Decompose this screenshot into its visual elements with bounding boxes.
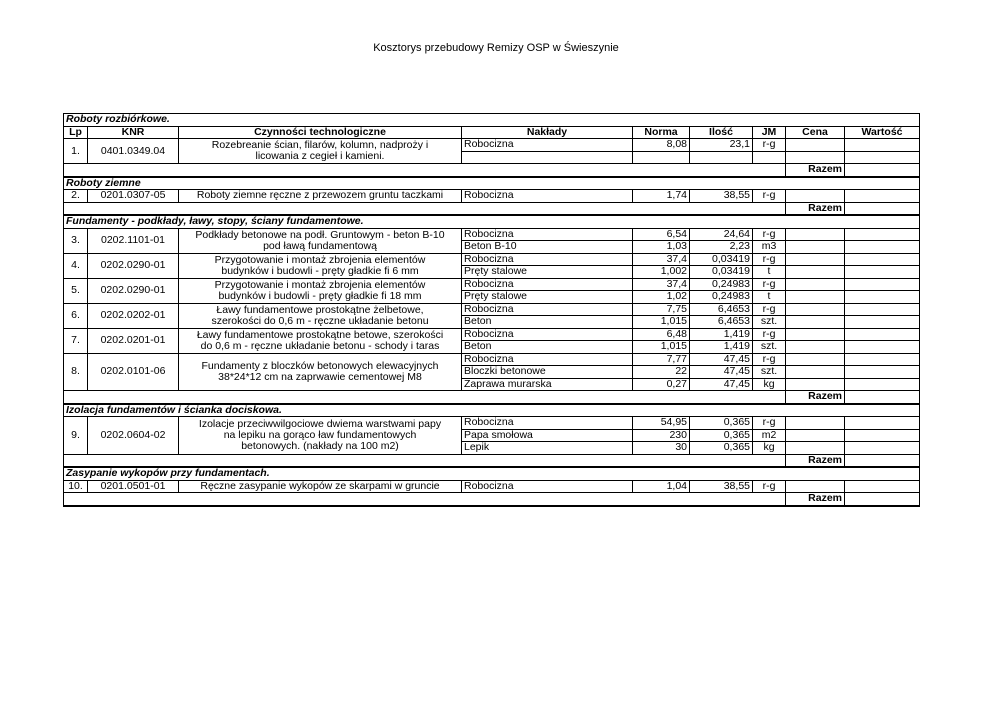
cena-cell — [786, 429, 845, 442]
item-lp: 7. — [64, 328, 88, 353]
header-jm: JM — [753, 126, 786, 139]
naklad-cell: Robocizna — [462, 353, 633, 366]
cena-cell — [786, 190, 845, 203]
section-title: Zasypanie wykopów przy fundamentach. — [64, 467, 920, 480]
description-line: 38*24*12 cm na zaprwawie cementowej M8 — [218, 370, 422, 383]
norma-cell: 37,4 — [633, 253, 690, 266]
jm-cell: szt. — [753, 366, 786, 379]
description-line: Przygotowanie i montaż zbrojenia elementów — [214, 278, 426, 291]
razem-row — [64, 391, 920, 404]
razem-value — [845, 202, 920, 215]
razem-spacer — [64, 202, 786, 215]
table-row — [64, 353, 920, 366]
wartosc-cell — [845, 341, 920, 354]
item-lp: 10. — [64, 480, 88, 493]
razem-value — [845, 391, 920, 404]
ilosc-cell: 24,64 — [690, 228, 753, 241]
section-title-row — [64, 215, 920, 228]
norma-cell: 8,08 — [633, 139, 690, 152]
item-lp: 6. — [64, 303, 88, 328]
section-title: Roboty rozbiórkowe. — [64, 114, 920, 127]
header-norma: Norma — [633, 126, 690, 139]
razem-row — [64, 454, 920, 467]
item-lp: 5. — [64, 278, 88, 303]
item-knr: 0202.0201-01 — [88, 328, 179, 353]
item-knr: 0201.0307-05 — [88, 190, 179, 203]
table-row — [64, 480, 920, 493]
ilosc-cell: 6,4653 — [690, 303, 753, 316]
norma-cell: 7,77 — [633, 353, 690, 366]
cena-cell — [786, 353, 845, 366]
ilosc-cell: 0,365 — [690, 429, 753, 442]
wartosc-cell — [845, 278, 920, 291]
cena-cell — [786, 241, 845, 254]
cena-cell — [786, 228, 845, 241]
item-description — [179, 480, 462, 493]
item-knr: 0202.1101-01 — [88, 228, 179, 253]
wartosc-cell — [845, 328, 920, 341]
jm-cell: szt. — [753, 316, 786, 329]
wartosc-cell — [845, 353, 920, 366]
table-row — [64, 139, 920, 152]
cena-cell — [786, 316, 845, 329]
table-body — [64, 114, 920, 506]
razem-value — [845, 164, 920, 177]
cena-cell — [786, 266, 845, 279]
naklad-cell: Robocizna — [462, 278, 633, 291]
ilosc-cell: 47,45 — [690, 378, 753, 391]
ilosc-cell: 0,24983 — [690, 278, 753, 291]
ilosc-cell: 0,365 — [690, 417, 753, 430]
item-lp: 2. — [64, 190, 88, 203]
wartosc-cell — [845, 151, 920, 164]
cena-cell — [786, 303, 845, 316]
norma-cell: 1,02 — [633, 291, 690, 304]
naklad-cell: Robocizna — [462, 253, 633, 266]
table-row — [64, 253, 920, 266]
naklad-cell: Robocizna — [462, 303, 633, 316]
header-czynnosci: Czynności technologiczne — [179, 126, 462, 139]
description-line: Ławy fundamentowe prostokątne żelbetowe, — [216, 303, 424, 316]
jm-cell: r-g — [753, 480, 786, 493]
wartosc-cell — [845, 303, 920, 316]
description-line: budynków i budowli - pręty gładkie fi 18 mm — [218, 289, 422, 302]
document-title: Kosztorys przebudowy Remizy OSP w Świeszynie — [373, 42, 619, 54]
wartosc-cell — [845, 139, 920, 152]
ilosc-cell: 0,03419 — [690, 266, 753, 279]
jm-cell: r-g — [753, 228, 786, 241]
razem-label: Razem — [786, 454, 845, 467]
section-title: Fundamenty - podkłady, ławy, stopy, ściany fundamentowe. — [64, 215, 920, 228]
norma-cell: 6,54 — [633, 228, 690, 241]
razem-value — [845, 493, 920, 506]
norma-cell: 54,95 — [633, 417, 690, 430]
item-knr: 0202.0202-01 — [88, 303, 179, 328]
norma-cell: 1,74 — [633, 190, 690, 203]
description-line: Fundamenty z bloczków betonowych elewacyjnych — [201, 359, 439, 372]
naklad-cell: Beton — [462, 341, 633, 354]
item-description — [179, 139, 462, 164]
cena-cell — [786, 442, 845, 455]
norma-cell: 7,75 — [633, 303, 690, 316]
item-lp: 9. — [64, 417, 88, 455]
razem-label: Razem — [786, 391, 845, 404]
jm-cell: m2 — [753, 429, 786, 442]
ilosc-cell: 38,55 — [690, 190, 753, 203]
description-line: szerokości do 0,6 m - ręczne układanie betonu — [211, 314, 429, 327]
razem-spacer — [64, 164, 786, 177]
section-title: Izolacja fundamentów i ścianka dociskowa. — [64, 404, 920, 417]
wartosc-cell — [845, 228, 920, 241]
cena-cell — [786, 151, 845, 164]
naklad-cell — [462, 151, 633, 164]
item-description — [179, 190, 462, 203]
item-description — [179, 228, 462, 253]
ilosc-cell: 0,365 — [690, 442, 753, 455]
cena-cell — [786, 253, 845, 266]
ilosc-cell: 47,45 — [690, 366, 753, 379]
section-title-row — [64, 467, 920, 480]
section-title-row — [64, 114, 920, 127]
norma-cell: 230 — [633, 429, 690, 442]
item-description — [179, 353, 462, 391]
jm-cell — [753, 151, 786, 164]
item-description — [179, 328, 462, 353]
description-line: licowania z cegieł i kamieni. — [255, 150, 385, 162]
jm-cell: r-g — [753, 139, 786, 152]
razem-value — [845, 454, 920, 467]
jm-cell: r-g — [753, 190, 786, 203]
naklad-cell: Robocizna — [462, 190, 633, 203]
wartosc-cell — [845, 429, 920, 442]
jm-cell: szt. — [753, 341, 786, 354]
naklad-cell: Pręty stalowe — [462, 291, 633, 304]
header-cena: Cena — [786, 126, 845, 139]
norma-cell: 0,27 — [633, 378, 690, 391]
wartosc-cell — [845, 266, 920, 279]
razem-spacer — [64, 454, 786, 467]
table-row — [64, 417, 920, 430]
cena-cell — [786, 139, 845, 152]
naklad-cell: Papa smołowa — [462, 429, 633, 442]
description-line: betonowych. (nakłady na 100 m2) — [241, 439, 399, 452]
section-title: Roboty ziemne — [64, 177, 920, 190]
description-line: Rozebreanie ścian, filarów, kolumn, nadproży i — [211, 139, 429, 151]
naklad-cell: Lepik — [462, 442, 633, 455]
cena-cell — [786, 328, 845, 341]
naklad-cell: Zaprawa murarska — [462, 378, 633, 391]
wartosc-cell — [845, 253, 920, 266]
norma-cell: 1,015 — [633, 341, 690, 354]
item-description — [179, 417, 462, 455]
cena-cell — [786, 417, 845, 430]
jm-cell: r-g — [753, 353, 786, 366]
description-line: pod ławą fundamentową — [263, 239, 377, 252]
jm-cell: m3 — [753, 241, 786, 254]
cena-cell — [786, 278, 845, 291]
norma-cell: 1,015 — [633, 316, 690, 329]
header-knr: KNR — [88, 126, 179, 139]
jm-cell: r-g — [753, 417, 786, 430]
jm-cell: r-g — [753, 278, 786, 291]
cena-cell — [786, 480, 845, 493]
description-line: Ławy fundamentowe prostokątne betowe, szerokości — [196, 328, 444, 341]
wartosc-cell — [845, 417, 920, 430]
header-row — [64, 126, 920, 139]
description-line: Roboty ziemne ręczne z przewozem gruntu taczkami — [196, 189, 444, 202]
ilosc-cell: 1,419 — [690, 328, 753, 341]
ilosc-cell: 38,55 — [690, 480, 753, 493]
item-knr: 0202.0290-01 — [88, 253, 179, 278]
ilosc-cell: 6,4653 — [690, 316, 753, 329]
wartosc-cell — [845, 442, 920, 455]
description-line: na lepiku na gorąco ław fundamentowych — [223, 428, 417, 441]
table-row — [64, 303, 920, 316]
table-row — [64, 228, 920, 241]
jm-cell: t — [753, 291, 786, 304]
cost-estimate-table — [63, 113, 920, 507]
naklad-cell: Robocizna — [462, 328, 633, 341]
description-line: budynków i budowli - pręty gładkie fi 6 mm — [221, 264, 419, 277]
ilosc-cell: 47,45 — [690, 353, 753, 366]
jm-cell: r-g — [753, 328, 786, 341]
description-line: Ręczne zasypanie wykopów ze skarpami w gruncie — [200, 480, 440, 492]
wartosc-cell — [845, 480, 920, 493]
razem-spacer — [64, 493, 786, 506]
item-lp: 3. — [64, 228, 88, 253]
razem-label: Razem — [786, 164, 845, 177]
table-row — [64, 278, 920, 291]
razem-spacer — [64, 391, 786, 404]
item-description — [179, 303, 462, 328]
wartosc-cell — [845, 241, 920, 254]
description-line: Podkłady betonowe na podł. Gruntowym - beton B-10 — [195, 228, 445, 241]
description-line: Izolacje przeciwwilgociowe dwiema warstwami papy — [198, 417, 442, 430]
item-lp: 1. — [64, 139, 88, 164]
naklad-cell: Beton B-10 — [462, 241, 633, 254]
ilosc-cell — [690, 151, 753, 164]
razem-row — [64, 164, 920, 177]
norma-cell: 6,48 — [633, 328, 690, 341]
jm-cell: t — [753, 266, 786, 279]
wartosc-cell — [845, 291, 920, 304]
item-knr: 0202.0604-02 — [88, 417, 179, 455]
norma-cell: 1,002 — [633, 266, 690, 279]
item-knr: 0202.0101-06 — [88, 353, 179, 391]
item-knr: 0202.0290-01 — [88, 278, 179, 303]
item-knr: 0401.0349.04 — [88, 139, 179, 164]
naklad-cell: Pręty stalowe — [462, 266, 633, 279]
jm-cell: r-g — [753, 253, 786, 266]
norma-cell: 1,04 — [633, 480, 690, 493]
item-knr: 0201.0501-01 — [88, 480, 179, 493]
norma-cell — [633, 151, 690, 164]
wartosc-cell — [845, 190, 920, 203]
razem-label: Razem — [786, 493, 845, 506]
wartosc-cell — [845, 316, 920, 329]
section-title-row — [64, 404, 920, 417]
table-row — [64, 328, 920, 341]
item-lp: 4. — [64, 253, 88, 278]
section-title-row — [64, 177, 920, 190]
header-ilosc: Ilość — [690, 126, 753, 139]
cena-cell — [786, 291, 845, 304]
norma-cell: 22 — [633, 366, 690, 379]
jm-cell: kg — [753, 378, 786, 391]
ilosc-cell: 0,03419 — [690, 253, 753, 266]
norma-cell: 37,4 — [633, 278, 690, 291]
razem-row — [64, 202, 920, 215]
razem-label: Razem — [786, 202, 845, 215]
jm-cell: kg — [753, 442, 786, 455]
wartosc-cell — [845, 378, 920, 391]
ilosc-cell: 0,24983 — [690, 291, 753, 304]
jm-cell: r-g — [753, 303, 786, 316]
naklad-cell: Beton — [462, 316, 633, 329]
cena-cell — [786, 341, 845, 354]
naklad-cell: Robocizna — [462, 139, 633, 152]
wartosc-cell — [845, 366, 920, 379]
item-description — [179, 253, 462, 278]
naklad-cell: Robocizna — [462, 417, 633, 430]
norma-cell: 30 — [633, 442, 690, 455]
naklad-cell: Robocizna — [462, 228, 633, 241]
naklad-cell: Bloczki betonowe — [462, 366, 633, 379]
header-wartosc: Wartość — [845, 126, 920, 139]
cena-cell — [786, 366, 845, 379]
header-naklady: Nakłady — [462, 126, 633, 139]
item-description — [179, 278, 462, 303]
norma-cell: 1,03 — [633, 241, 690, 254]
table-row — [64, 190, 920, 203]
header-lp: Lp — [64, 126, 88, 139]
ilosc-cell: 1,419 — [690, 341, 753, 354]
ilosc-cell: 2,23 — [690, 241, 753, 254]
ilosc-cell: 23,1 — [690, 139, 753, 152]
item-lp: 8. — [64, 353, 88, 391]
cena-cell — [786, 378, 845, 391]
description-line: Przygotowanie i montaż zbrojenia elementów — [214, 253, 426, 266]
razem-row — [64, 493, 920, 506]
description-line: do 0,6 m - ręczne układanie betonu - schody i taras — [200, 339, 440, 352]
naklad-cell: Robocizna — [462, 480, 633, 493]
